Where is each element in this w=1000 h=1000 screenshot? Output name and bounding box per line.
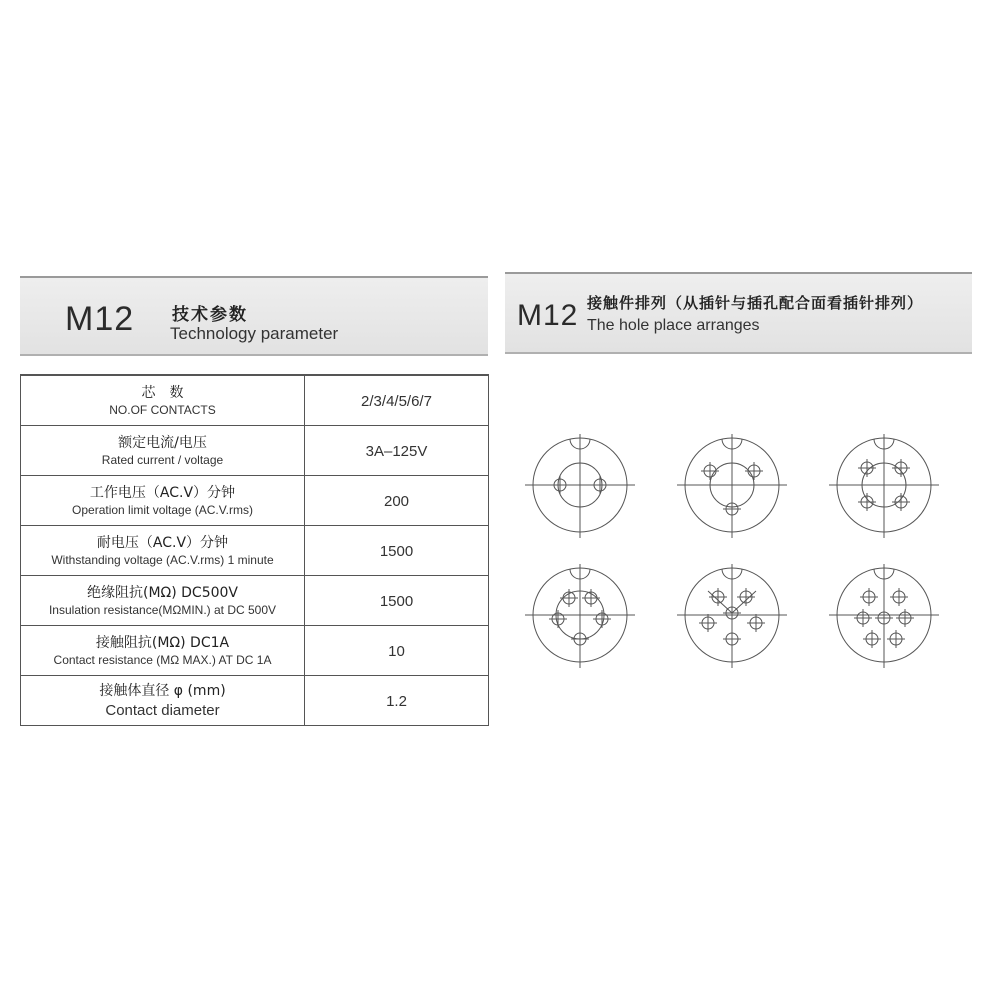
param-label-chinese: 芯 数 xyxy=(141,385,184,401)
param-label xyxy=(21,626,305,676)
param-label-chinese: 工作电压（AC.V）分钟 xyxy=(89,485,236,501)
param-value-text: 200 xyxy=(383,493,410,510)
param-value-text: 1500 xyxy=(379,593,414,610)
guide-line xyxy=(708,591,732,613)
model-label: M12 xyxy=(517,299,579,332)
param-value xyxy=(305,576,489,626)
param-value xyxy=(305,626,489,676)
table-row xyxy=(21,375,489,426)
table-row xyxy=(21,576,489,626)
table-row xyxy=(21,676,489,726)
param-label-chinese: 耐电压（AC.V）分钟 xyxy=(96,535,229,551)
param-label-english: Contact resistance (MΩ MAX.) AT DC 1A xyxy=(53,653,272,667)
param-label-english: NO.OF CONTACTS xyxy=(109,403,216,417)
table-row xyxy=(21,426,489,476)
param-value xyxy=(305,676,489,726)
arrangement-7-contacts xyxy=(829,564,939,668)
title-english: Technology parameter xyxy=(170,324,339,343)
param-value xyxy=(305,526,489,576)
hole-arrangement-header xyxy=(505,272,972,354)
param-value-text: 10 xyxy=(388,643,405,660)
param-label-english: Contact diameter xyxy=(105,702,220,719)
param-value-text: 1500 xyxy=(379,543,414,560)
model-label: M12 xyxy=(65,300,135,338)
param-label-english: Rated current / voltage xyxy=(101,453,224,467)
arrangement-3-contacts xyxy=(677,434,787,538)
param-value xyxy=(305,476,489,526)
contact-arrangement-diagrams xyxy=(505,410,965,680)
param-label xyxy=(21,476,305,526)
param-label-english: Operation limit voltage (AC.V.rms) xyxy=(72,503,253,517)
param-label xyxy=(21,526,305,576)
title-english: The hole place arranges xyxy=(587,317,760,334)
param-value-text: 2/3/4/5/6/7 xyxy=(361,393,432,410)
arrangement-5-contacts xyxy=(525,564,635,668)
technology-parameter-header xyxy=(20,276,488,356)
param-label xyxy=(21,676,305,726)
param-label-chinese: 额定电流/电压 xyxy=(118,435,207,451)
table-row xyxy=(21,626,489,676)
param-label xyxy=(21,576,305,626)
arrangement-6-contacts xyxy=(677,564,787,668)
param-label-chinese: 绝缘阻抗(MΩ) DC500V xyxy=(86,585,238,601)
param-label-english: Withstanding voltage (AC.V.rms) 1 minute xyxy=(51,553,274,567)
param-label-chinese: 接触体直径 φ (mm) xyxy=(99,683,226,699)
arrangement-4-contacts xyxy=(829,434,939,538)
table-row xyxy=(21,476,489,526)
table-row xyxy=(21,526,489,576)
param-label xyxy=(21,426,305,476)
param-value xyxy=(305,426,489,476)
param-value-text: 3A–125V xyxy=(365,443,428,460)
param-label-chinese: 接触阻抗(MΩ) DC1A xyxy=(95,635,230,651)
guide-line xyxy=(732,591,756,613)
parameter-table xyxy=(20,374,489,726)
param-value xyxy=(305,375,489,426)
title-chinese: 接触件排列（从插针与插孔配合面看插针排列） xyxy=(587,294,924,312)
param-label xyxy=(21,375,305,426)
param-label-english: Insulation resistance(MΩMIN.) at DC 500V xyxy=(48,603,277,617)
arrangement-2-contacts xyxy=(525,434,635,538)
title-chinese: 技术参数 xyxy=(172,305,248,325)
param-value-text: 1.2 xyxy=(386,693,407,710)
